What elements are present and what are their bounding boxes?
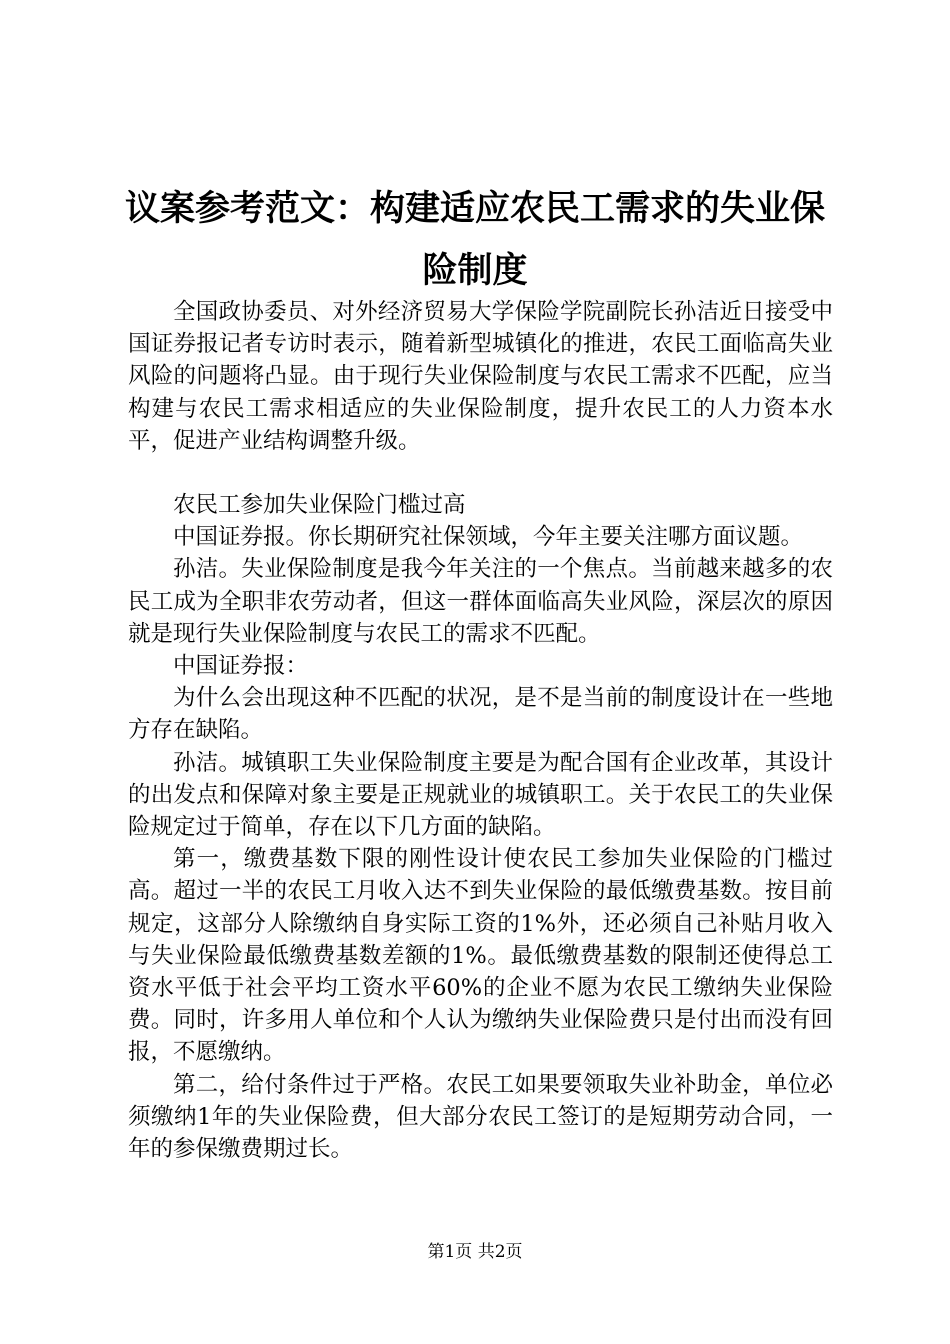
paragraph-point-1: 第一，缴费基数下限的刚性设计使农民工参加失业保险的门槛过高。超过一半的农民工月收入达不到失业保险的最低缴费基数。按目前规定，这部分人除缴纳自身实际工资的1%外，还必须自己补贴月收入与失业保险最低缴费基数差额的1%。最低缴费基数的限制还使得总工资水平低于社会平均工资水平60%的企业不愿为农民工缴纳失业保险费。同时，许多用人单位和个人认为缴纳失业保险费只是付出而没有回报，不愿缴纳。 <box>128 846 833 1066</box>
page-footer: 第1页 共2页 <box>427 1242 523 1262</box>
paragraph-point-2: 第二，给付条件过于严格。农民工如果要领取失业补助金，单位必须缴纳1年的失业保险费，但大部分农民工签订的是短期劳动合同，一年的参保缴费期过长。 <box>128 1071 833 1163</box>
section-heading: 农民工参加失业保险门槛过高 <box>173 492 466 519</box>
document-body <box>128 296 833 1165</box>
paragraph-intro: 全国政协委员、对外经济贸易大学保险学院副院长孙洁近日接受中国证券报记者专访时表示，随着新型城镇化的推进，农民工面临高失业风险的问题将凸显。由于现行失业保险制度与农民工需求不匹配，应当构建与农民工需求相适应的失业保险制度，提升农民工的人力资本水平，促进产业结构调整升级。 <box>128 299 833 454</box>
paragraph-answer-2: 孙洁。城镇职工失业保险制度主要是为配合国有企业改革，其设计的出发点和保障对象主要是正规就业的城镇职工。关于农民工的失业保险规定过于简单，存在以下几方面的缺陷。 <box>128 749 833 841</box>
paragraph-question-2: 为什么会出现这种不匹配的状况，是不是当前的制度设计在一些地方存在缺陷。 <box>128 685 833 744</box>
title-line-2: 险制度 <box>422 251 528 291</box>
document-title <box>110 178 840 302</box>
paragraph-gap <box>128 457 833 489</box>
paragraph-answer-1: 孙洁。失业保险制度是我今年关注的一个焦点。当前越来越多的农民工成为全职非农劳动者，但这一群体面临高失业风险，深层次的原因就是现行失业保险制度与农民工的需求不匹配。 <box>128 556 833 647</box>
paragraph-question-1: 中国证券报。你长期研究社保领域，今年主要关注哪方面议题。 <box>173 524 804 551</box>
paragraph-question-2-label: 中国证券报： <box>173 653 309 680</box>
title-line-1: 议案参考范文：构建适应农民工需求的失业保 <box>124 189 825 229</box>
